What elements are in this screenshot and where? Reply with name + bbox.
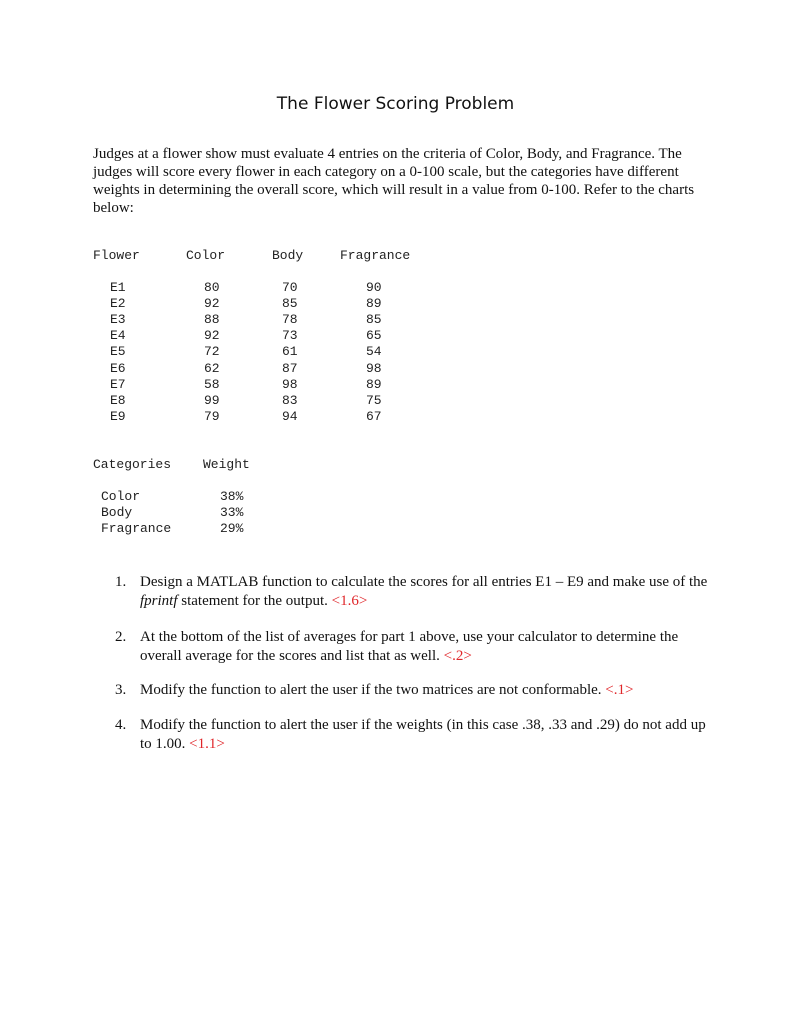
cell-flower: E6 bbox=[110, 360, 126, 376]
cell-body: 73 bbox=[282, 328, 298, 344]
question-text bbox=[140, 681, 715, 700]
cell-flower: E4 bbox=[110, 328, 126, 344]
question-number: 2. bbox=[115, 629, 127, 645]
cell-fragrance: 67 bbox=[366, 408, 382, 424]
cell-color: 79 bbox=[204, 408, 220, 424]
question-text-part: statement for the output. bbox=[177, 593, 332, 609]
cell-body: 61 bbox=[282, 344, 298, 360]
cell-body: 78 bbox=[282, 312, 298, 328]
cell-weight: 29% bbox=[220, 521, 244, 536]
cell-flower: E7 bbox=[110, 376, 126, 392]
cell-flower: E2 bbox=[110, 296, 126, 312]
question-text bbox=[140, 628, 715, 666]
cell-weight: 38% bbox=[220, 489, 244, 504]
question-text-part: Design a MATLAB function to calculate the scores for all entries E1 – E9 and make use of the bbox=[140, 574, 708, 590]
cell-body: 94 bbox=[282, 408, 298, 424]
header-fragrance: Fragrance bbox=[340, 248, 411, 263]
cell-flower: E3 bbox=[110, 312, 126, 328]
cell-flower: E9 bbox=[110, 408, 126, 424]
header-color: Color bbox=[186, 248, 226, 263]
question-number: 1. bbox=[115, 574, 127, 590]
cell-color: 72 bbox=[204, 344, 220, 360]
cell-flower: E5 bbox=[110, 344, 126, 360]
cell-body: 98 bbox=[282, 376, 298, 392]
cell-fragrance: 54 bbox=[366, 344, 382, 360]
question-text-part: Modify the function to alert the user if the two matrices are not conformable. bbox=[140, 682, 606, 698]
cell-fragrance: 89 bbox=[366, 376, 382, 392]
points-label: <1.6> bbox=[331, 593, 368, 609]
cell-fragrance: 65 bbox=[366, 328, 382, 344]
cell-category: Body bbox=[101, 505, 133, 520]
cell-fragrance: 90 bbox=[366, 280, 382, 295]
cell-flower: E8 bbox=[110, 392, 126, 408]
intro-paragraph: Judges at a flower show must evaluate 4 entries on the criteria of Color, Body, and Fragrance. The judges will score every flower in each category on a 0-100 scale, but the categories have different weights in determining the overall score, which will result in a value from 0-100. Refer to the charts below: bbox=[93, 146, 695, 216]
cell-fragrance: 89 bbox=[366, 296, 382, 312]
cell-body: 70 bbox=[282, 280, 298, 295]
question-text-part: Modify the function to alert the user if the weights (in this case .38, .33 and .29) do not add up to 1.00. bbox=[140, 717, 706, 752]
header-categories: Categories bbox=[93, 457, 172, 472]
page-title: The Flower Scoring Problem bbox=[276, 94, 515, 114]
cell-category: Fragrance bbox=[101, 521, 172, 536]
cell-color: 92 bbox=[204, 296, 220, 312]
question-text bbox=[140, 716, 715, 754]
cell-fragrance: 75 bbox=[366, 392, 382, 408]
cell-body: 85 bbox=[282, 296, 298, 312]
header-weight: Weight bbox=[203, 457, 250, 472]
question-number: 4. bbox=[115, 717, 127, 733]
cell-color: 99 bbox=[204, 392, 220, 408]
question-italic-term: fprintf bbox=[140, 593, 178, 609]
cell-color: 88 bbox=[204, 312, 220, 328]
cell-fragrance: 85 bbox=[366, 312, 382, 328]
cell-category: Color bbox=[101, 489, 141, 504]
cell-flower: E1 bbox=[110, 280, 126, 295]
points-label: <1.1> bbox=[189, 736, 225, 752]
points-label: <.2> bbox=[443, 648, 472, 664]
cell-body: 87 bbox=[282, 360, 298, 376]
cell-color: 62 bbox=[204, 360, 220, 376]
cell-color: 58 bbox=[204, 376, 220, 392]
question-number: 3. bbox=[115, 682, 127, 698]
header-flower: Flower bbox=[93, 248, 140, 263]
cell-body: 83 bbox=[282, 392, 298, 408]
cell-fragrance: 98 bbox=[366, 360, 382, 376]
cell-color: 80 bbox=[204, 280, 220, 295]
question-text bbox=[140, 573, 715, 611]
question-text-part: At the bottom of the list of averages for part 1 above, use your calculator to determine the overall average for the scores and list that as well. bbox=[140, 629, 679, 664]
header-body: Body bbox=[272, 248, 304, 263]
cell-color: 92 bbox=[204, 328, 220, 344]
cell-weight: 33% bbox=[220, 505, 244, 520]
points-label: <.1> bbox=[605, 682, 634, 698]
